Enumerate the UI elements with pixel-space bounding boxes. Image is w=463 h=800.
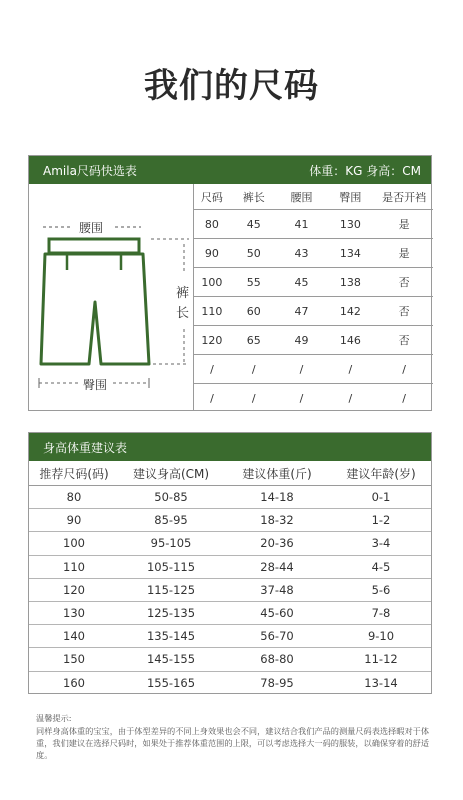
table-cell: 65: [246, 333, 261, 347]
tips-section: [36, 712, 431, 761]
table-cell: 47: [294, 304, 309, 318]
table-cell: 120: [63, 582, 85, 597]
table-cell: 45: [294, 275, 309, 289]
table-cell: /: [251, 392, 256, 405]
column-header: 推荐尺码(码): [39, 466, 109, 481]
table-cell: 100: [201, 275, 223, 289]
size-table-card: [28, 155, 432, 411]
recommend-header-row: [29, 461, 431, 486]
table-cell: 115-125: [146, 582, 196, 597]
column-header: 腰围: [290, 190, 313, 204]
table-row: [194, 268, 433, 297]
table-cell: 130: [339, 217, 361, 231]
recommend-table-header: [29, 433, 431, 461]
shorts-icon: [29, 184, 193, 411]
table-cell: /: [402, 392, 406, 405]
recommend-grid: [29, 461, 431, 695]
table-cell: /: [299, 362, 304, 376]
recommend-table-card: [28, 432, 432, 694]
table-cell: 否: [398, 276, 410, 289]
table-cell: 13-14: [364, 676, 398, 691]
table-row: [29, 625, 431, 648]
table-cell: 18-32: [260, 513, 294, 528]
table-cell: 146: [339, 333, 361, 347]
table-cell: 130: [63, 606, 85, 621]
table-cell: /: [348, 362, 353, 376]
table-cell: 150: [63, 652, 85, 667]
table-cell: 3-4: [371, 536, 391, 551]
table-cell: /: [299, 392, 304, 405]
shorts-diagram: [29, 184, 193, 411]
table-cell: 68-80: [260, 652, 294, 667]
table-cell: 135-145: [146, 629, 196, 644]
table-cell: 138: [339, 275, 361, 289]
column-header: 臀围: [339, 190, 362, 204]
table-cell: 78-95: [260, 676, 294, 691]
table-cell: 80: [204, 217, 219, 231]
table-cell: 60: [246, 304, 261, 318]
table-cell: 7-8: [371, 606, 391, 621]
hip-label: 臀围: [83, 378, 108, 392]
table-cell: 134: [339, 246, 361, 260]
size-grid-header-row: [194, 184, 433, 210]
length-label-2: 长: [176, 306, 190, 321]
table-cell: 否: [398, 305, 410, 318]
table-cell: 28-44: [260, 559, 294, 574]
table-row: [29, 672, 431, 695]
table-cell: 49: [294, 333, 309, 347]
table-cell: 37-48: [260, 582, 294, 597]
table-row: [29, 579, 431, 602]
table-cell: 105-115: [146, 559, 196, 574]
size-table-units: 体重：KG 身高：CM: [309, 163, 421, 178]
table-cell: 110: [201, 304, 223, 318]
table-cell: 是: [398, 247, 410, 260]
size-table-title: Amila尺码快选表: [43, 163, 137, 178]
size-grid: [193, 184, 433, 411]
table-cell: 45-60: [260, 606, 294, 621]
column-header: 建议体重(斤): [242, 466, 312, 481]
table-cell: /: [210, 392, 214, 405]
table-cell: 4-5: [371, 559, 391, 574]
table-cell: /: [348, 392, 353, 405]
tips-body: 同样身高体重的宝宝，由于体型差异的不同上身效果也会不同，建议结合我们产品的测量尺码表选择暇对于体重，我们建议在选择尺码时，如果处于推荐体重范围的上限，可以考虑选择大一码的服装，以确保穿着的舒适度。: [36, 726, 430, 760]
table-row: [194, 239, 433, 268]
table-row: [29, 509, 431, 532]
table-cell: 110: [63, 559, 85, 574]
table-cell: 55: [246, 275, 261, 289]
table-cell: 100: [63, 536, 85, 551]
tips-heading: 温馨提示:: [36, 713, 72, 723]
table-cell: 20-36: [260, 536, 294, 551]
table-cell: 是: [398, 218, 410, 231]
table-cell: 145-155: [146, 652, 196, 667]
table-cell: 125-135: [146, 606, 196, 621]
table-cell: 90: [204, 246, 219, 260]
table-cell: 11-12: [364, 652, 398, 667]
table-cell: /: [210, 362, 214, 376]
table-cell: 120: [201, 333, 223, 347]
table-row: [194, 384, 433, 413]
table-row: [29, 556, 431, 579]
table-cell: 43: [294, 246, 309, 260]
table-cell: 41: [294, 217, 309, 231]
table-row: [194, 326, 433, 355]
table-cell: 85-95: [154, 513, 188, 528]
table-cell: 45: [246, 217, 261, 231]
column-header: 建议身高(CM): [132, 466, 210, 481]
table-cell: 50: [246, 246, 261, 260]
table-cell: 142: [339, 304, 361, 318]
page-title: 我们的尺码: [144, 66, 319, 106]
column-header: 建议年龄(岁): [346, 466, 416, 481]
table-cell: 160: [63, 676, 85, 691]
column-header: 裤长: [242, 190, 265, 204]
table-row: [29, 486, 431, 509]
table-row: [194, 355, 433, 384]
length-label-1: 裤: [176, 286, 190, 301]
table-row: [29, 648, 431, 671]
table-cell: /: [402, 362, 406, 376]
table-cell: /: [251, 362, 256, 376]
waist-label: 腰围: [79, 221, 104, 235]
table-row: [29, 602, 431, 625]
table-cell: 9-10: [367, 629, 395, 644]
recommend-table-title: 身高体重建议表: [43, 440, 128, 455]
table-cell: 140: [63, 629, 85, 644]
table-cell: 80: [66, 490, 82, 505]
table-row: [194, 210, 433, 239]
table-cell: 90: [66, 513, 82, 528]
column-header: 尺码: [200, 190, 223, 204]
table-row: [194, 297, 433, 326]
table-cell: 56-70: [260, 629, 294, 644]
table-cell: 1-2: [371, 513, 391, 528]
table-cell: 155-165: [146, 676, 196, 691]
table-cell: 14-18: [260, 490, 294, 505]
table-cell: 95-105: [150, 536, 192, 551]
table-row: [29, 532, 431, 555]
column-header: 是否开裆: [382, 190, 427, 204]
table-cell: 50-85: [154, 490, 188, 505]
table-cell: 5-6: [371, 582, 391, 597]
size-table-header: [29, 156, 431, 184]
table-cell: 0-1: [371, 490, 391, 505]
table-cell: 否: [398, 334, 410, 347]
